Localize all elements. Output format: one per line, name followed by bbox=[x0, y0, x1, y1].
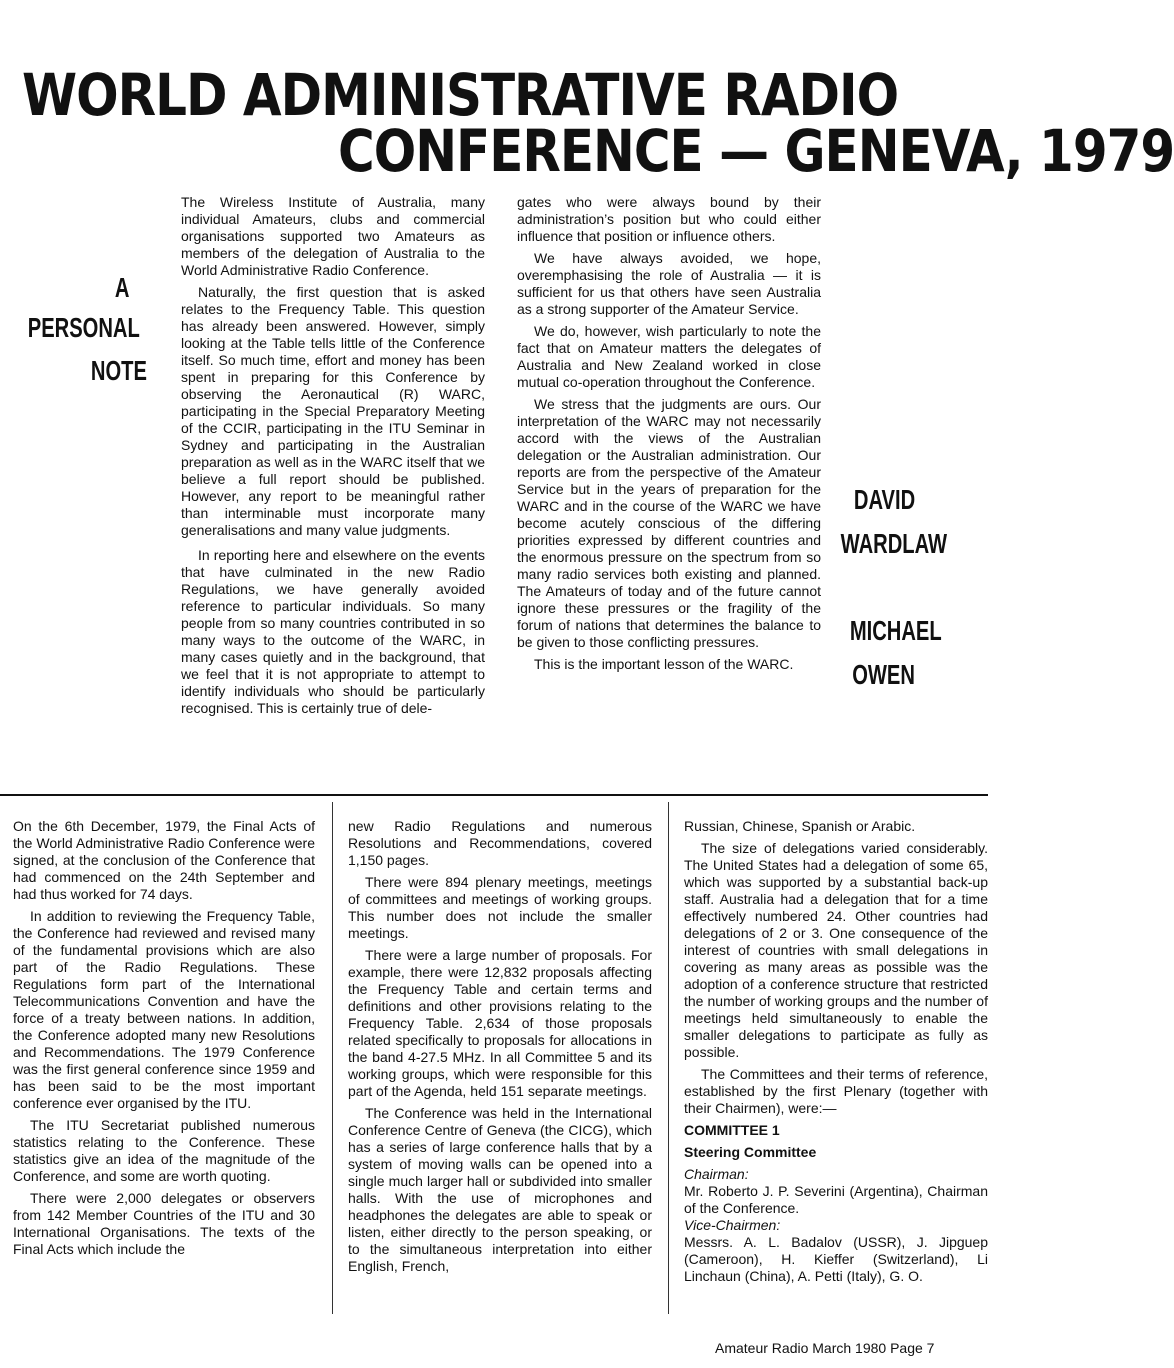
intro-column-1 bbox=[181, 194, 485, 722]
body-column-2 bbox=[348, 818, 652, 1280]
intro-paragraph: The Wireless Institute of Australia, many individual Amateurs, clubs and commercial organisations supported two Amateurs as members of the delegation of Australia to the World Administrative Radio Conference. bbox=[181, 194, 485, 278]
author-2-first-name: MICHAEL bbox=[849, 615, 942, 646]
column-divider bbox=[668, 802, 669, 1314]
committee-heading: COMMITTEE 1 bbox=[684, 1122, 780, 1138]
body-paragraph: There were a large number of proposals. For example, there were 12,832 proposals affecting the Frequency Table and certain terms and definitions and other provisions relating to the Frequency Table. 2,634 of those proposals related specifically to proposals for allocations in the band 4-27.5 MHz. In all Committee 5 and its working groups, which were responsible for this part of the Agenda, held 151 separate meetings. bbox=[348, 947, 652, 1099]
body-paragraph: Russian, Chinese, Spanish or Arabic. bbox=[684, 818, 916, 834]
chairman-text: Mr. Roberto J. P. Severini (Argentina), Chairman of the Conference. bbox=[684, 1183, 988, 1216]
intro-paragraph: In reporting here and elsewhere on the events that have culminated in the new Radio Regulations, we have generally avoided reference to particular individuals. So many people from so many countries contributed in so many ways to the outcome of the WARC, in many cases quietly and in the background, that we feel that it is not appropriate to attempt to identify individuals who should be particularly recognised. This is certainly true of dele- bbox=[181, 547, 485, 716]
chairman-label: Chairman: bbox=[684, 1166, 749, 1182]
sidebar-label-personal: PERSONAL bbox=[27, 312, 140, 343]
body-paragraph: The size of delegations varied considerably. The United States had a delegation of some 65, which was supported by a substantial back-up staff. Australia had a delegation that for a time effectively numbered 24. Other countries had delegations of 2 or 3. One consequence of the interest of countries with small delegations in covering as many areas as possible was the adoption of a conference structure that restricted the number of working groups and the number of meetings held simultaneously to enable the smaller delegations to participate as fully as possible. bbox=[684, 840, 988, 1060]
body-paragraph: The Committees and their terms of reference, established by the first Plenary (together with their Chairmen), were:— bbox=[684, 1066, 988, 1116]
body-paragraph: There were 2,000 delegates or observers from 142 Member Countries of the ITU and 30 International Organisations. The texts of the Final Acts which include the bbox=[13, 1190, 315, 1257]
intro-paragraph: This is the important lesson of the WARC. bbox=[534, 656, 794, 672]
section-divider bbox=[0, 794, 988, 796]
intro-column-2 bbox=[517, 194, 821, 678]
body-column-1 bbox=[13, 818, 315, 1263]
vice-chairmen-label: Vice-Chairmen: bbox=[684, 1217, 781, 1233]
author-1-first-name: DAVID bbox=[853, 484, 916, 515]
body-paragraph: The Conference was held in the International Conference Centre of Geneva (the CICG), which has a series of large conference halls that by a system of moving walls can be opened into a single much larger hall or subdivided into smaller halls. With the use of microphones and headphones the delegates are able to speak or listen, either directly to the person speaking, or to the simultaneous interpretation into either English, French, bbox=[348, 1105, 652, 1274]
sidebar-label-a: A bbox=[114, 272, 130, 303]
vice-chairmen-text: Messrs. A. L. Badalov (USSR), J. Jipguep (Cameroon), H. Kieffer (Switzerland), Li Linchaun (China), A. Petti (Italy), G. O. bbox=[684, 1234, 988, 1284]
body-paragraph: The ITU Secretariat published numerous statistics relating to the Conference. These statistics give an idea of the magnitude of the Conference, and some are worth quoting. bbox=[13, 1117, 315, 1184]
body-paragraph: new Radio Regulations and numerous Resolutions and Recommendations, covered 1,150 pages. bbox=[348, 818, 652, 868]
intro-paragraph: We do, however, wish particularly to note the fact that on Amateur matters the delegates of Australia and New Zealand worked in close mutual co-operation throughout the Conference. bbox=[517, 323, 821, 390]
sidebar-label-note: NOTE bbox=[90, 355, 147, 386]
body-paragraph: There were 894 plenary meetings, meetings of committees and meetings of working groups. This number does not include the smaller meetings. bbox=[348, 874, 652, 941]
body-paragraph: On the 6th December, 1979, the Final Acts of the World Administrative Radio Conference were signed, at the conclusion of the Conference that had commenced on the 24th September and had thus worked for 74 days. bbox=[13, 818, 315, 902]
body-column-3 bbox=[684, 818, 988, 1285]
page-footer: Amateur Radio March 1980 Page 7 bbox=[715, 1340, 935, 1356]
intro-paragraph: Naturally, the first question that is asked relates to the Frequency Table. This question has already been answered. However, simply looking at the Table tells little of the Conference itself. So much time, effort and money has been spent in preparing for this Conference by observing the Aeronautical (R) WARC, participating in the Special Preparatory Meeting of the CCIR, participating in the ITU Seminar in Sydney and participating in the Australian preparation as well as in the WARC itself that we believe a full report should be published. However, any report to be meaningful rather than interminable must incorporate many generalisations and many value judgments. bbox=[181, 284, 485, 538]
title-line-2: CONFERENCE — GENEVA, 1979 bbox=[338, 118, 1174, 185]
intro-paragraph: gates who were always bound by their administration’s position but who could either influence that position or influence others. bbox=[517, 194, 821, 244]
intro-paragraph: We stress that the judgments are ours. Our interpretation of the WARC may not necessarily accord with the views of the Australian delegation or the Australian administration. Our reports are from the perspective of the Amateur Service but in the years of preparation for the WARC and in the course of the WARC we have become acutely conscious of the differing priorities expressed by different countries and the enormous pressure on the spectrum from so many radio services both existing and planned. The Amateurs of today and of the future cannot ignore these pressures or the fragility of the forum of nations that determines the balance to be given to those conflicting pressures. bbox=[517, 396, 821, 650]
committee-name: Steering Committee bbox=[684, 1144, 817, 1160]
author-1-last-name: WARDLAW bbox=[840, 528, 948, 559]
body-paragraph: In addition to reviewing the Frequency Table, the Conference had reviewed and revised many of the fundamental provisions which are also part of the Radio Regulations. These Regulations form part of the International Telecommunications Convention and have the force of a treaty between nations. In addition, the Conference adopted many new Resolutions and Recommendations. The 1979 Conference was the first general conference since 1959 and has been said to be the most important conference ever organised by the ITU. bbox=[13, 908, 315, 1111]
intro-paragraph: We have always avoided, we hope, overemphasising the role of Australia — it is sufficient for us that others have seen Australia as a strong supporter of the Amateur Service. bbox=[517, 250, 821, 317]
column-divider bbox=[332, 802, 333, 1314]
title-line-1: WORLD ADMINISTRATIVE RADIO bbox=[22, 62, 899, 129]
author-2-last-name: OWEN bbox=[852, 659, 915, 690]
